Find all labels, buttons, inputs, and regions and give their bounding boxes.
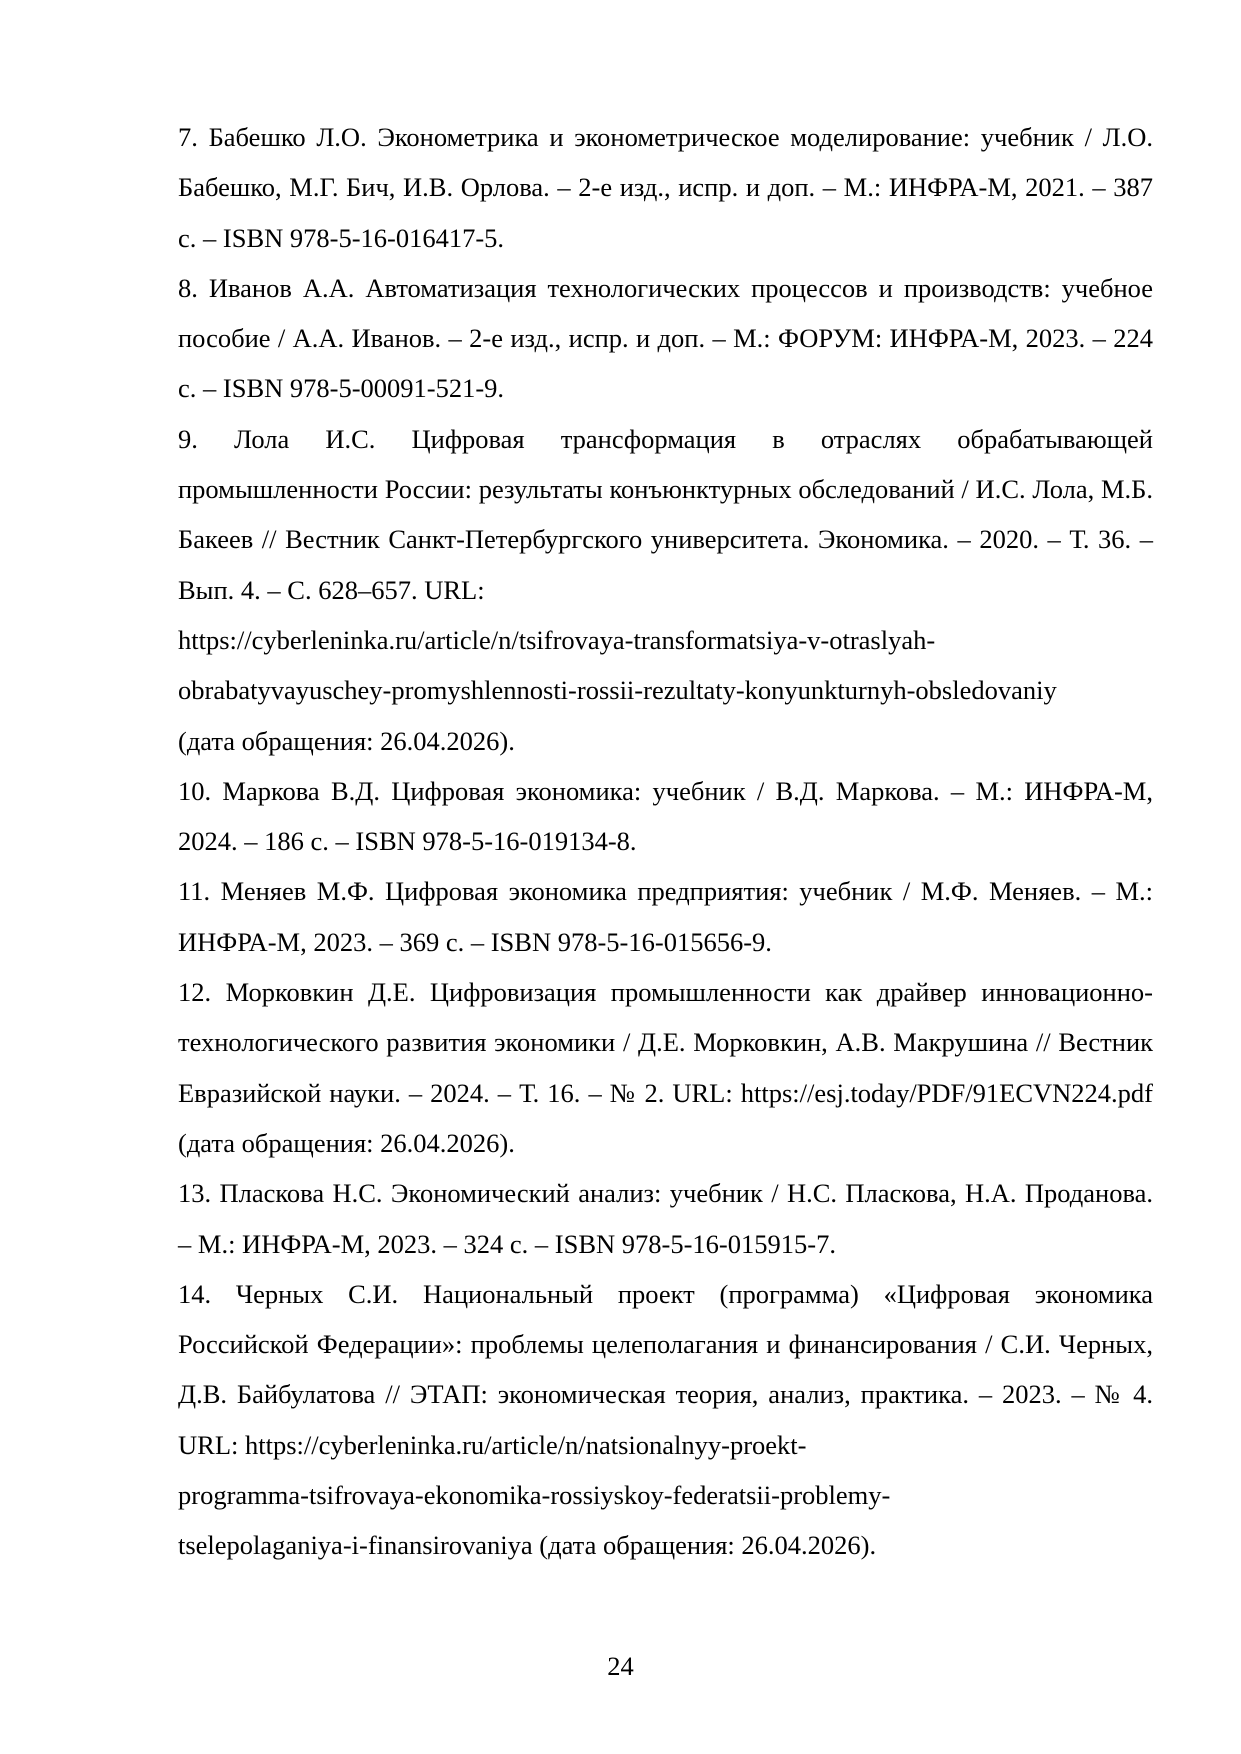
- page-number: 24: [607, 1651, 634, 1681]
- reference-text: 12. Морковкин Д.Е. Цифровизация промышленности как драйвер инновационно-технологического развития экономики / Д.Е. Морковкин, А.В. Макрушина // Вестник Евразийской науки. – 2024. – Т. 16. – № 2. URL: https://esj.today/PDF/91ECVN224.pdf (дата обращения: 26.04.2026).: [178, 977, 1153, 1158]
- reference-item-9: [178, 414, 1153, 766]
- reference-item-8: [178, 263, 1153, 414]
- reference-item-13: [178, 1168, 1153, 1269]
- reference-text: 14. Черных С.И. Национальный проект (программа) «Цифровая экономика Российской Федерации»: проблемы целеполагания и финансирования / С.И. Черных, Д.В. Байбулатова // ЭТАП: экономическая теория, анализ, практика. – 2023. – № 4. URL: https://cyberleninka.ru/article/n/natsionalnyy-proekt-: [178, 1278, 1153, 1460]
- reference-text: 11. Меняев М.Ф. Цифровая экономика предприятия: учебник / М.Ф. Меняев. – М.: ИНФРА-М, 2023. – 369 с. – ISBN 978-5-16-015656-9.: [178, 876, 1153, 957]
- reference-item-14: [178, 1269, 1153, 1571]
- reference-item-12: [178, 967, 1153, 1168]
- reference-text: 10. Маркова В.Д. Цифровая экономика: учебник / В.Д. Маркова. – М.: ИНФРА-М, 2024. – 186 с. – ISBN 978-5-16-019134-8.: [178, 775, 1153, 857]
- reference-access-date: (дата обращения: 26.04.2026).: [178, 725, 515, 756]
- reference-url-line: obrabatyvayuschey-promyshlennosti-rossii-rezultaty-konyunkturnyh-obsledovaniy: [178, 675, 1057, 706]
- reference-url-line: programma-tsifrovaya-ekonomika-rossiyskoy-federatsii-problemy-: [178, 1480, 891, 1511]
- reference-text: 7. Бабешко Л.О. Эконометрика и эконометрическое моделирование: учебник / Л.О. Бабешко, М.Г. Бич, И.В. Орлова. – 2-е изд., испр. и доп. – М.: ИНФРА-М, 2021. – 387 с. – ISBN 978-5-16-016417-5.: [178, 122, 1153, 253]
- reference-text: 9. Лола И.С. Цифровая трансформация в отраслях обрабатывающей промышленности России: результаты конъюнктурных обследований / И.С. Лола, М.Б. Бакеев // Вестник Санкт-Петербургского университета. Экономика. – 2020. – Т. 36. – Вып. 4. – С. 628–657. URL:: [178, 423, 1153, 605]
- reference-item-10: [178, 766, 1153, 867]
- reference-text: 8. Иванов А.А. Автоматизация технологических процессов и производств: учебное пособие / А.А. Иванов. – 2-е изд., испр. и доп. – М.: ФОРУМ: ИНФРА-М, 2023. – 224 с. – ISBN 978-5-00091-521-9.: [178, 272, 1153, 404]
- reference-item-7: [178, 112, 1153, 263]
- reference-item-11: [178, 866, 1153, 967]
- reference-url-line: tselepolaganiya-i-finansirovaniya (дата обращения: 26.04.2026).: [178, 1530, 877, 1561]
- reference-text: 13. Пласкова Н.С. Экономический анализ: учебник / Н.С. Пласкова, Н.А. Проданова. – М.: ИНФРА-М, 2023. – 324 с. – ISBN 978-5-16-015915-7.: [178, 1178, 1153, 1259]
- reference-access-date: (дата обращения: 26.04.2026).: [532, 1530, 877, 1561]
- reference-url-line: https://cyberleninka.ru/article/n/tsifrovaya-transformatsiya-v-otraslyah-: [178, 624, 936, 655]
- reference-list: [178, 112, 1153, 1571]
